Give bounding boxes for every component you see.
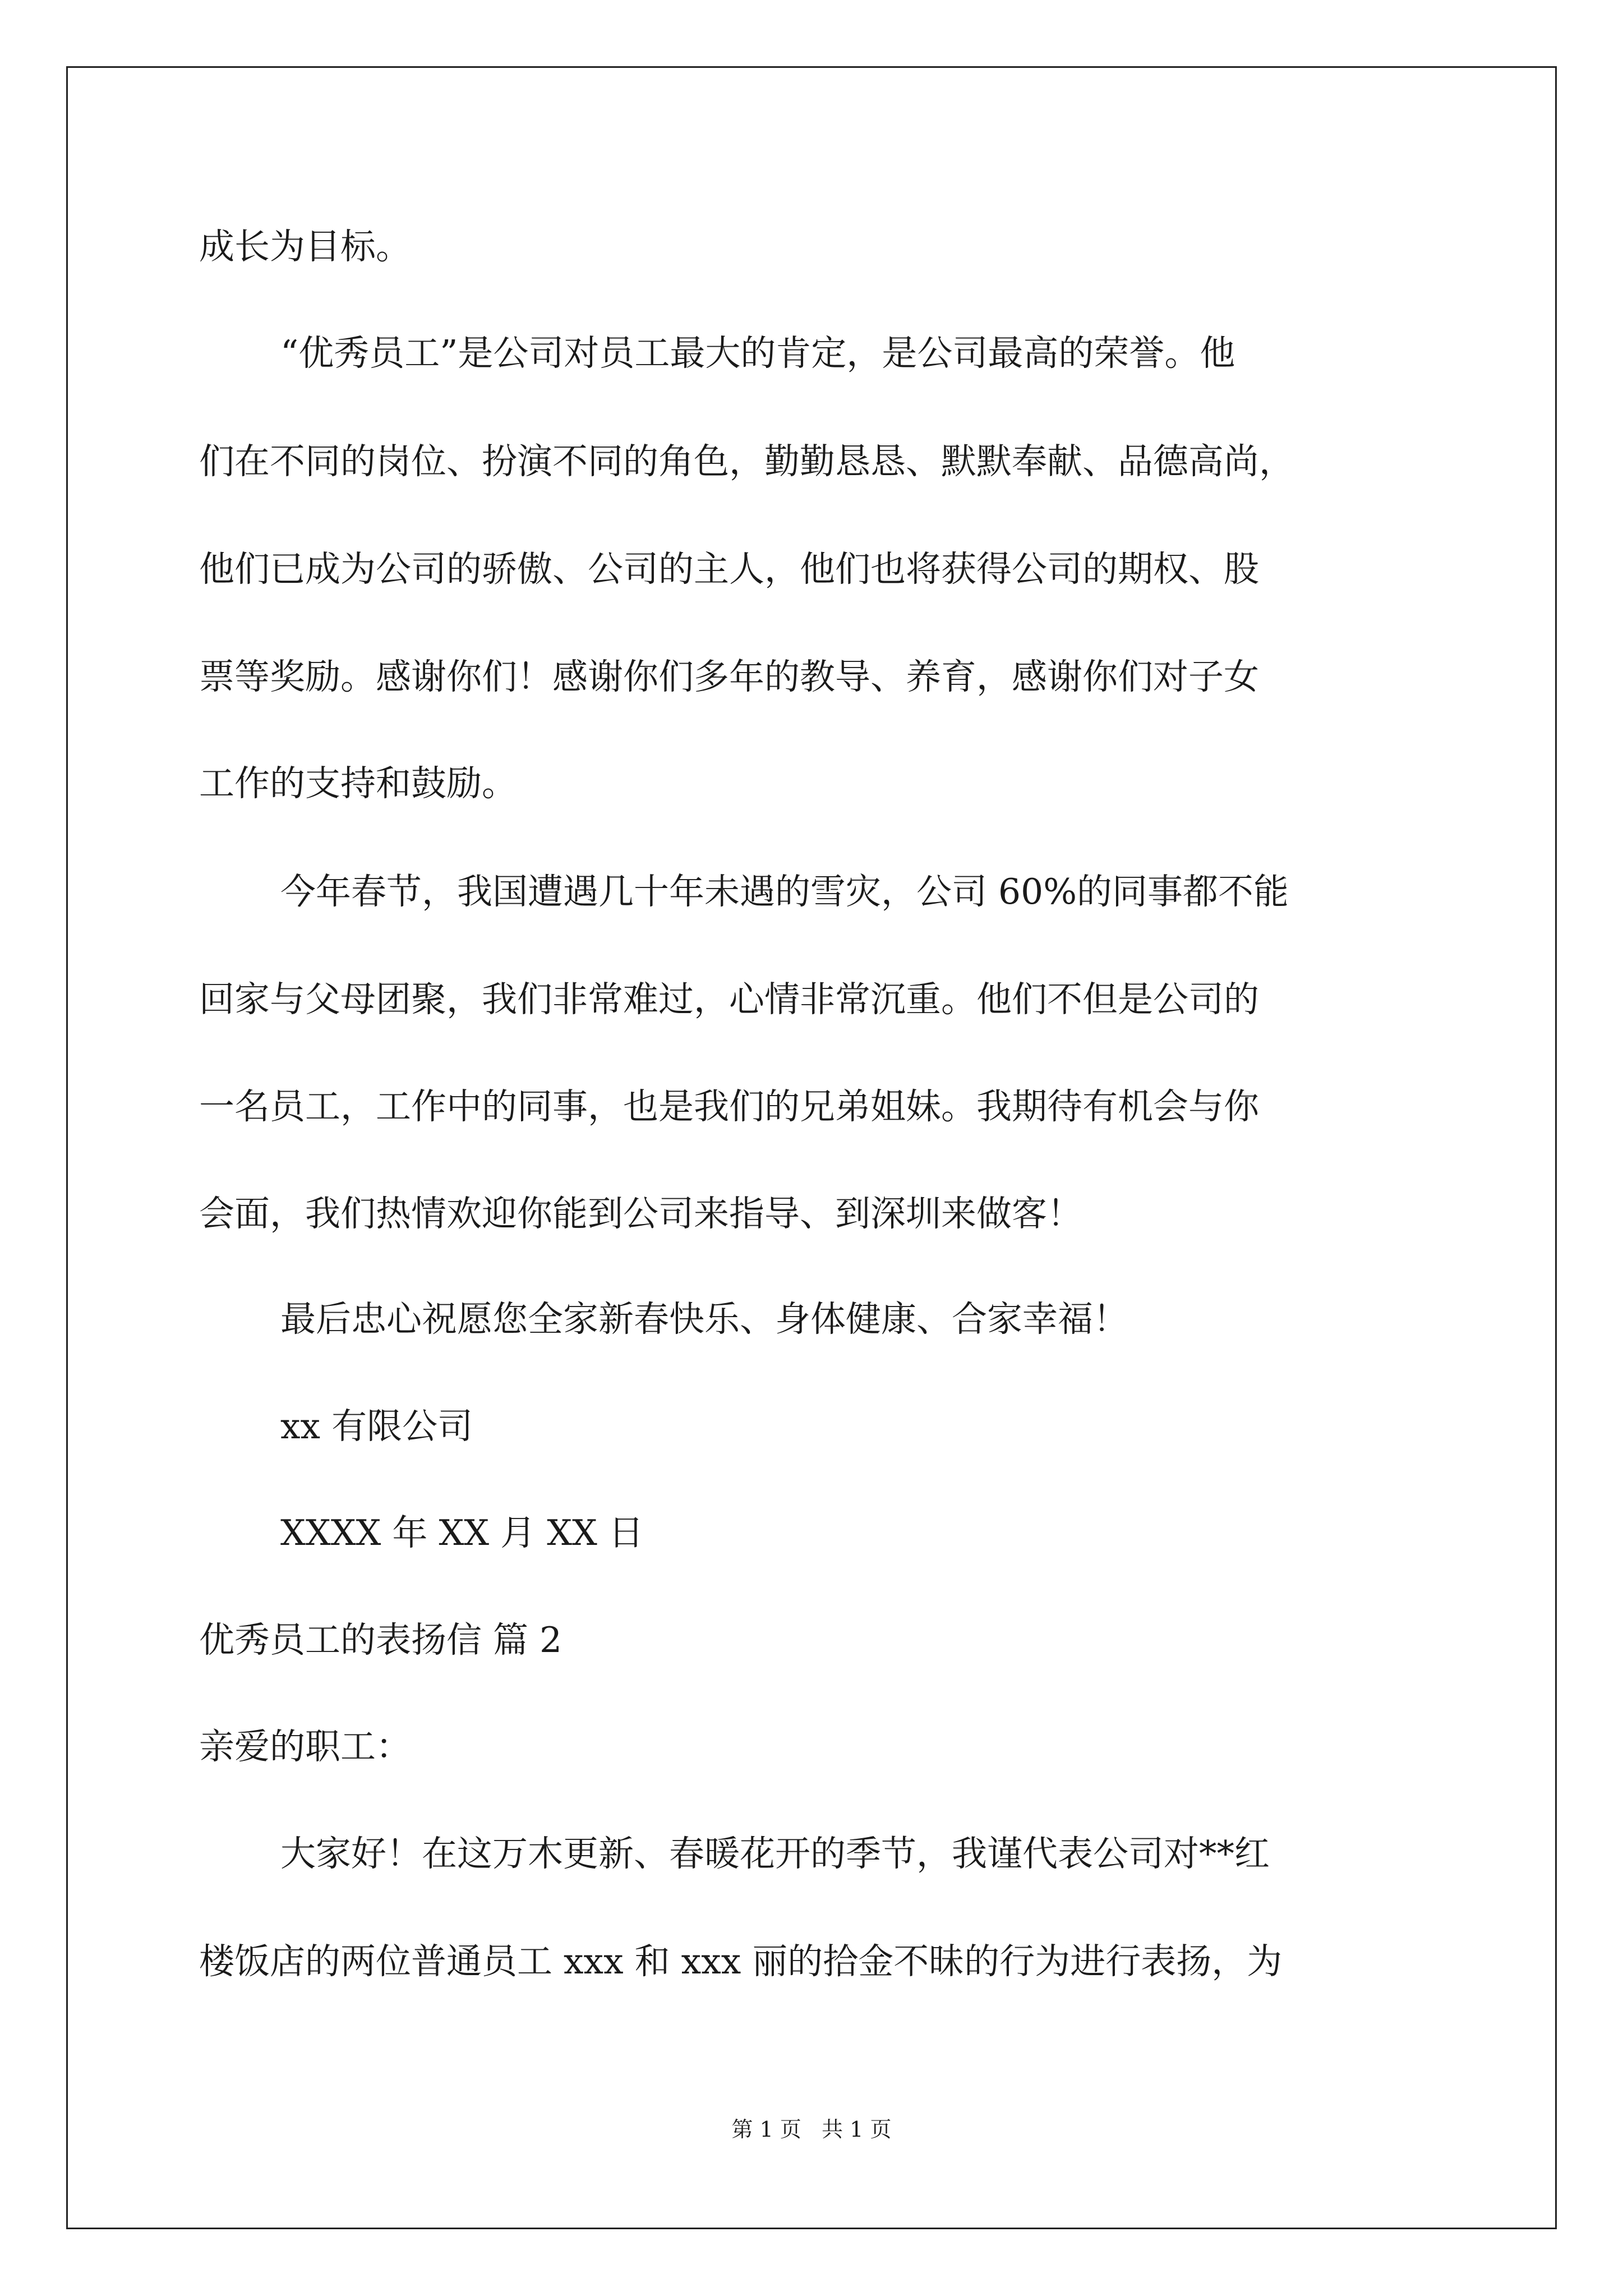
paragraph-line: 一名员工，工作中的同事，也是我们的兄弟姐妹。我期待有机会与你 xyxy=(199,1086,1259,1127)
paragraph-line: 工作的支持和鼓励。 xyxy=(199,763,517,804)
paragraph-line: 大家好！在这万木更新、春暖花开的季节，我谨代表公司对**红 xyxy=(280,1833,1270,1874)
paragraph-line: 楼饭店的两位普通员工 xxx 和 xxx 丽的拾金不昧的行为进行表扬，为 xyxy=(199,1941,1283,1982)
paragraph-line: 成长为目标。 xyxy=(199,226,411,267)
paragraph-line: 会面，我们热情欢迎你能到公司来指导、到深圳来做客！ xyxy=(199,1193,1082,1234)
letter-date: XXXX 年 XX 月 XX 日 xyxy=(280,1512,644,1553)
page-border xyxy=(66,66,1557,2229)
page-footer: 第 1 页 共 1 页 xyxy=(731,2117,892,2142)
paragraph-line: 最后忠心祝愿您全家新春快乐、身体健康、合家幸福！ xyxy=(280,1299,1128,1340)
paragraph-line: 票等奖励。感谢你们！感谢你们多年的教导、养育，感谢你们对子女 xyxy=(199,656,1259,697)
paragraph-line: 回家与父母团聚，我们非常难过，心情非常沉重。他们不但是公司的 xyxy=(199,979,1259,1020)
paragraph-line: “优秀员工”是公司对员工最大的肯定，是公司最高的荣誉。他 xyxy=(280,333,1235,374)
salutation: 亲爱的职工： xyxy=(199,1726,411,1767)
paragraph-line: 他们已成为公司的骄傲、公司的主人，他们也将获得公司的期权、股 xyxy=(199,549,1259,590)
paragraph-line: 今年春节，我国遭遇几十年未遇的雪灾，公司 60%的同事都不能 xyxy=(280,871,1289,912)
section-heading: 优秀员工的表扬信 篇 2 xyxy=(199,1619,562,1660)
paragraph-line: 们在不同的岗位、扮演不同的角色，勤勤恳恳、默默奉献、品德高尚， xyxy=(199,441,1294,482)
company-name: xx 有限公司 xyxy=(280,1406,473,1447)
